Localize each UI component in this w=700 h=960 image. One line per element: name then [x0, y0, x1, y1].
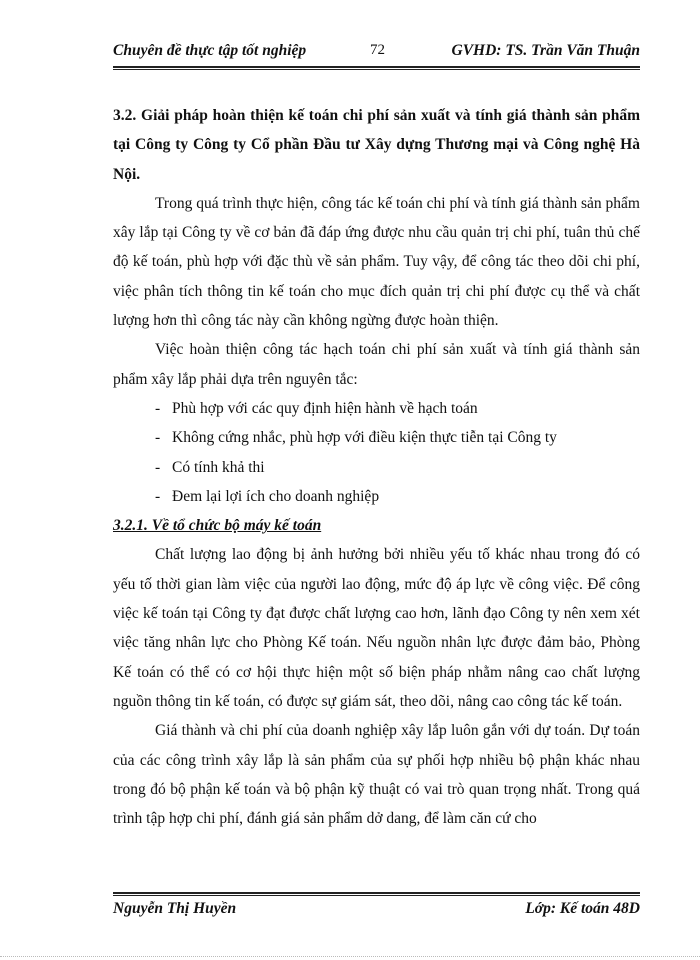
footer-author: Nguyễn Thị Huyền: [113, 900, 237, 917]
page-footer: [113, 900, 640, 924]
list-item: [113, 394, 640, 423]
list-item-text: Đem lại lợi ích cho doanh nghiệp: [172, 487, 380, 505]
paragraph-intro: Trong quá trình thực hiện, công tác kế toán chi phí và tính giá thành sản phẩm xây lắp tại Công ty về cơ bản đã đáp ứng được nhu cầu quản trị chi phí, tuân thủ chế độ kế toán, phù hợp với đặc thù về sản phẩm. Tuy vậy, để công tác theo dõi chi phí, việc phân tích thông tin kế toán cho mục đích quản trị chi phí được cụ thể và chất lượng hơn thì công tác này cần không ngừng được hoàn thiện.: [113, 194, 640, 330]
list-dash: -: [155, 487, 161, 505]
list-dash: -: [155, 399, 161, 417]
list-item-text: Có tính khả thi: [172, 458, 265, 476]
paragraph-principles-lead: Việc hoàn thiện công tác hạch toán chi phí sản xuất và tính giá thành sản phẩm xây lắp phải dựa trên nguyên tắc:: [113, 341, 640, 388]
list-item: [113, 482, 640, 511]
page-header: [113, 42, 640, 66]
footer-divider: [113, 892, 640, 896]
paragraph-estimates: Giá thành và chi phí của doanh nghiệp xây lắp luôn gắn với dự toán. Dự toán của các công trình xây lắp là sản phẩm của sự phối hợp nhiều bộ phận khác nhau trong đó bộ phận kế toán và bộ phận kỹ thuật có vai trò quan trọng nhất. Trong quá trình tập hợp chi phí, đánh giá sản phẩm dở dang, để làm căn cứ cho: [113, 722, 640, 828]
header-divider: [113, 66, 640, 70]
header-supervisor: GVHD: TS. Trần Văn Thuận: [451, 42, 640, 59]
footer-class: Lớp: Kế toán 48D: [525, 900, 640, 917]
header-report-title: Chuyên đề thực tập tốt nghiệp: [113, 42, 307, 59]
list-item: [113, 453, 640, 482]
list-item-text: Phù hợp với các quy định hiện hành về hạch toán: [172, 399, 478, 417]
page-edge-divider: [0, 956, 700, 957]
list-item-text: Không cứng nhắc, phù hợp với điều kiện thực tiễn tại Công ty: [172, 429, 557, 447]
page-number: 72: [370, 42, 385, 58]
page-body: [113, 101, 640, 833]
principles-list: [113, 394, 640, 511]
list-item: [113, 423, 640, 452]
section-heading: 3.2. Giải pháp hoàn thiện kế toán chi phí sản xuất và tính giá thành sản phẩm tại Công ty Công ty Cổ phần Đầu tư Xây dựng Thương mại và Công nghệ Hà Nội.: [113, 107, 640, 183]
list-dash: -: [155, 429, 161, 447]
list-dash: -: [155, 458, 161, 476]
paragraph-staffing: Chất lượng lao động bị ảnh hưởng bởi nhiều yếu tố khác nhau trong đó có yếu tố thời gian làm việc của người lao động, mức độ áp lực về công việc. Để công việc kế toán tại Công ty đạt được chất lượng cao hơn, lãnh đạo Công ty nên xem xét việc tăng nhân lực cho Phòng Kế toán. Nếu nguồn nhân lực được đảm bảo, Phòng Kế toán có thể có cơ hội thực hiện một số biện pháp nhằm nâng cao chất lượng nguồn thông tin kế toán, có được sự giám sát, theo dõi, nâng cao công tác kế toán.: [113, 546, 640, 710]
subsection-heading: 3.2.1. Về tổ chức bộ máy kế toán: [113, 517, 322, 535]
